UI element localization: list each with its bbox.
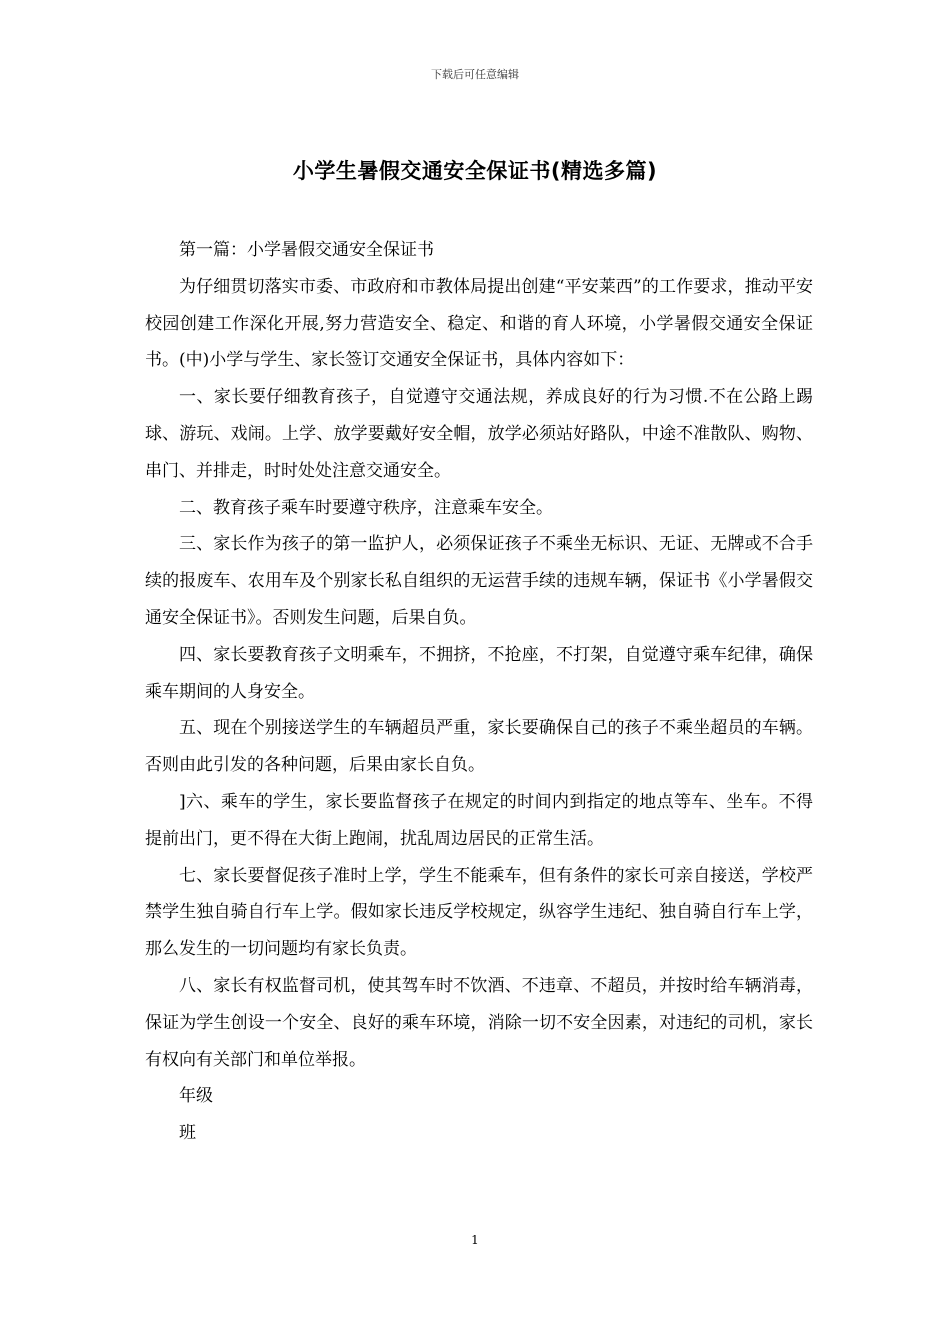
paragraph-intro: 为仔细贯切落实市委、市政府和市教体局提出创建“平安莱西”的工作要求，推动平安校园创建工作深化开展,努力营造安全、稳定、和谐的育人环境，小学暑假交通安全保证书。(中)小学与学生、家长签订交通安全保证书，具体内容如下：	[145, 276, 813, 371]
paragraph-item-8: 八、家长有权监督司机，使其驾车时不饮酒、不违章、不超员，并按时给车辆消毒，保证为学生创设一个安全、良好的乘车环境，消除一切不安全因素，对违纪的司机，家长有权向有关部门和单位举报。	[145, 975, 813, 1070]
grade-label: 年级	[179, 1086, 213, 1107]
class-label: 班	[179, 1123, 196, 1144]
paragraph-item-5: 五、现在个别接送学生的车辆超员严重，家长要确保自己的孩子不乘坐超员的车辆。否则由此引发的各种问题，后果由家长自负。	[145, 718, 813, 776]
section-heading: 第一篇：小学暑假交通安全保证书	[179, 240, 434, 260]
paragraph-item-7: 七、家长要督促孩子准时上学，学生不能乘车，但有条件的家长可亲自接送，学校严禁学生独自骑自行车上学。假如家长违反学校规定，纵容学生违纪、独自骑自行车上学，那么发生的一切问题均有家长负责。	[145, 865, 813, 960]
paragraph-item-1: 一、家长要仔细教育孩子，自觉遵守交通法规，养成良好的行为习惯.不在公路上踢球、游玩、戏闹。上学、放学要戴好安全帽，放学必须站好路队，中途不准散队、购物、串门、并排走，时时处处注意交通安全。	[145, 387, 813, 481]
document-body	[145, 232, 813, 1152]
page-number: 1	[471, 1233, 479, 1247]
paragraph-item-2: 二、教育孩子乘车时要遵守秩序，注意乘车安全。	[179, 497, 553, 518]
paragraph-item-4: 四、家长要教育孩子文明乘车，不拥挤，不抢座，不打架，自觉遵守乘车纪律，确保乘车期间的人身安全。	[145, 644, 813, 702]
paragraph-item-6: ]六、乘车的学生，家长要监督孩子在规定的时间内到指定的地点等车、坐车。不得提前出门，更不得在大街上跑闹，扰乱周边居民的正常生活。	[145, 791, 813, 849]
document-title: 小学生暑假交通安全保证书(精选多篇)	[292, 159, 658, 183]
header-note: 下载后可任意编辑	[431, 68, 519, 81]
paragraph-item-3: 三、家长作为孩子的第一监护人，必须保证孩子不乘坐无标识、无证、无牌或不合手续的报废车、农用车及个别家长私自组织的无运营手续的违规车辆，保证书《小学暑假交通安全保证书》。否则发生问题，后果自负。	[145, 534, 813, 628]
